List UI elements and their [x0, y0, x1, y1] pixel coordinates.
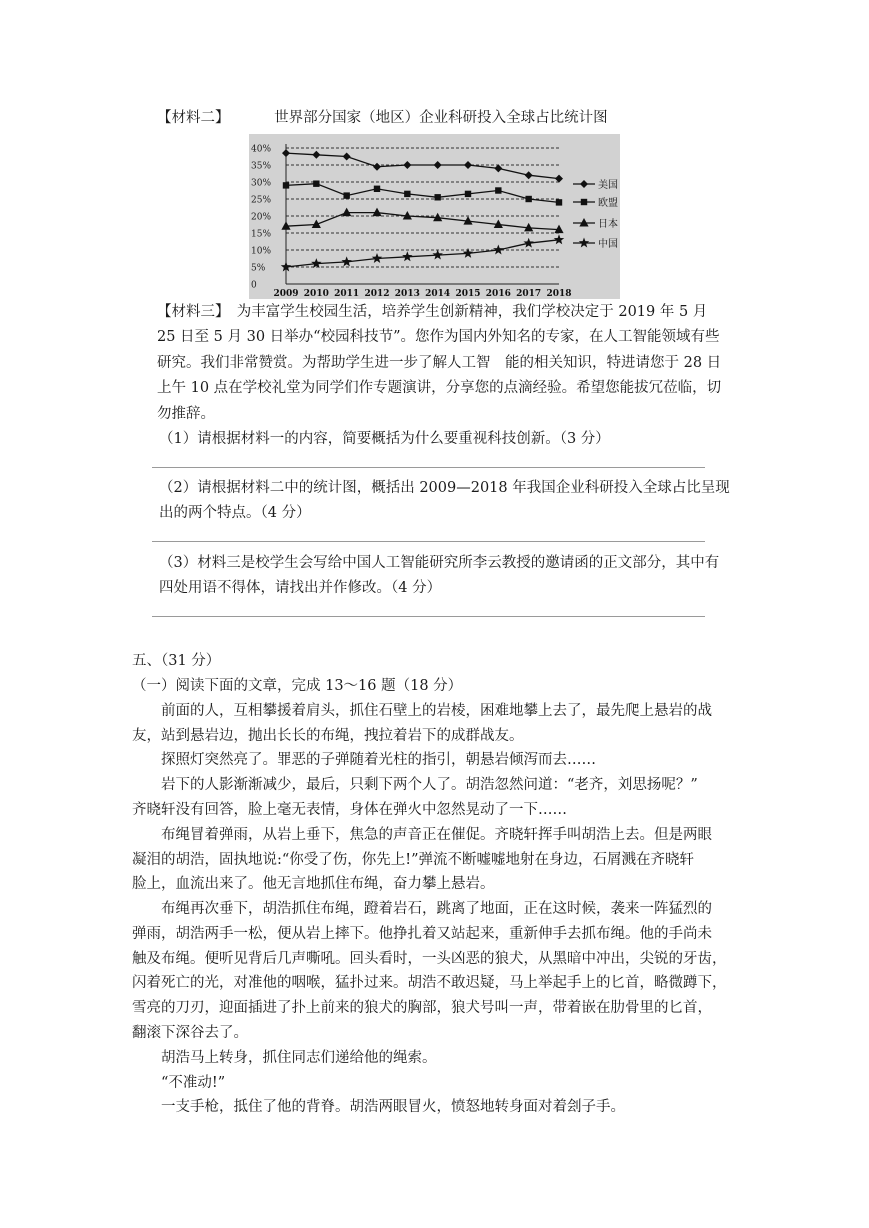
y-tick-label: 15%: [251, 229, 272, 240]
data-point: [525, 196, 531, 202]
legend-label: 日本: [598, 219, 618, 230]
y-tick-label: 25%: [251, 195, 272, 206]
question-2-line: （2）请根据材料二中的统计图，概括出 2009—2018 年我国企业科研投入全球占比呈现: [159, 480, 730, 496]
article-line: 触及布绳。便听见背后几声嘶吼。回头看时，一头凶恶的狼犬，从黑暗中冲出，尖锐的牙齿，: [132, 951, 727, 967]
material2-title-row: [157, 108, 608, 128]
data-point: [313, 181, 319, 187]
data-point: [343, 192, 349, 198]
y-tick-label: 20%: [251, 212, 272, 223]
article-line: 一支手枪，抵住了他的背脊。胡浩两眼冒火，愤怒地转身面对着刽子手。: [161, 1099, 625, 1115]
article-line: 齐晓轩没有回答，脸上毫无表情，身体在弹火中忽然晃动了一下……: [132, 802, 567, 818]
answer-line-3[interactable]: [152, 616, 705, 617]
data-point: [464, 161, 472, 169]
data-point: [495, 187, 501, 193]
legend-marker: [581, 199, 587, 205]
x-tick-label: 2010: [303, 289, 329, 299]
y-tick-label: 35%: [251, 161, 272, 172]
x-tick-label: 2016: [485, 289, 511, 299]
chart-caption: 世界部分国家（地区）企业科研投入全球占比统计图: [274, 110, 608, 126]
data-point: [373, 163, 381, 171]
question-2-line: 出的两个特点。（4 分）: [159, 505, 311, 521]
data-point: [342, 208, 351, 217]
article-line: 弹雨，胡浩两手一松，便从岩上摔下。他挣扎着又站起来，重新伸手去抓布绳。他的手尚未: [132, 926, 712, 942]
legend-label: 中国: [598, 239, 618, 250]
series-line: [286, 184, 559, 203]
series-line: [286, 240, 559, 267]
x-tick-label: 2011: [334, 289, 360, 299]
legend-marker: [579, 218, 588, 227]
material3-line: 上午 10 点在学校礼堂为同学们作专题演讲，分享您的点滴经验。希望您能拔冗莅临，切: [157, 380, 722, 396]
legend-marker: [579, 238, 589, 248]
data-point: [554, 234, 564, 244]
material2-tag: 【材料二】: [157, 110, 230, 126]
data-point: [374, 186, 380, 192]
article-line: “不准动!”: [161, 1075, 226, 1091]
x-tick-label: 2015: [455, 289, 481, 299]
line-chart: [249, 134, 620, 299]
data-point: [465, 191, 471, 197]
article-line: 胡浩马上转身，抓住同志们递给他的绳索。: [161, 1050, 437, 1066]
legend-label: 欧盟: [598, 198, 618, 209]
data-point: [555, 175, 563, 183]
data-point: [372, 253, 382, 263]
article-line: 布绳再次垂下，胡浩抓住布绳，蹬着岩石，跳离了地面，正在这时候，袭来一阵猛烈的: [161, 901, 712, 917]
series-line: [286, 153, 559, 179]
data-point: [523, 238, 533, 248]
section-heading: 五、（31 分）: [132, 653, 221, 669]
data-point: [556, 199, 562, 205]
data-point: [432, 250, 442, 260]
data-point: [282, 149, 290, 157]
data-point: [404, 191, 410, 197]
article-line: 布绳冒着弹雨，从岩上垂下，焦急的声音正在催促。齐晓轩挥手叫胡浩上去。但是两眼: [161, 827, 712, 843]
data-point: [434, 194, 440, 200]
x-tick-label: 2014: [425, 289, 451, 299]
article-line: 翻滚下深谷去了。: [132, 1025, 248, 1041]
data-point: [403, 161, 411, 169]
legend-marker: [580, 180, 588, 188]
article-line: 凝泪的胡浩，固执地说:“你受了伤，你先上!”弹流不断嘘嘘地射在身边，石屑溅在齐晓轩: [132, 852, 695, 868]
data-point: [341, 256, 351, 266]
section-subheading: （一）阅读下面的文章，完成 13～16 题（18 分）: [132, 678, 463, 694]
data-point: [494, 164, 502, 172]
series-line: [286, 213, 559, 230]
question-1: （1）请根据材料一的内容，简要概括为什么要重视科技创新。（3 分）: [159, 431, 610, 447]
article-line: 友，站到悬岩边，抛出长长的布绳，拽拉着岩下的成群战友。: [132, 728, 524, 744]
chart-container: [249, 134, 620, 299]
data-point: [525, 171, 533, 179]
data-point: [493, 245, 503, 255]
article-line: 闪着死亡的光，对准他的咽喉，猛扑过来。胡浩不敢迟疑，马上举起手上的匕首，略微蹲下，: [132, 975, 727, 991]
question-3-line: 四处用语不得体，请找出并作修改。（4 分）: [159, 580, 442, 596]
data-point: [463, 248, 473, 258]
article-line: 岩下的人影渐渐减少，最后，只剩下两个人了。胡浩忽然问道：“老齐，刘思扬呢？”: [161, 777, 698, 793]
x-tick-label: 2018: [546, 289, 572, 299]
data-point: [312, 151, 320, 159]
article-line: 前面的人，互相攀援着肩头，抓住石壁上的岩棱，困难地攀上去了，最先爬上悬岩的战: [161, 703, 712, 719]
data-point: [372, 208, 381, 217]
article-line: 雪亮的刀刃，迎面插进了扑上前来的狼犬的胸部，狼犬号叫一声，带着嵌在肋骨里的匕首，: [132, 1000, 712, 1016]
x-tick-label: 2009: [273, 289, 299, 299]
data-point: [283, 182, 289, 188]
material3-line: 勿推辞。: [157, 406, 215, 422]
material3-line: 25 日至 5 月 30 日举办“校园科技节”。您作为国内外知名的专家，在人工智能领域有些: [157, 329, 720, 345]
answer-line-1[interactable]: [152, 467, 705, 468]
x-tick-label: 2017: [516, 289, 542, 299]
legend-label: 美国: [598, 180, 618, 191]
question-3-line: （3）材料三是校学生会写给中国人工智能研究所李云教授的邀请函的正文部分，其中有: [159, 555, 720, 571]
y-tick-label: 40%: [251, 144, 272, 155]
y-tick-label: 5%: [251, 263, 266, 274]
data-point: [434, 161, 442, 169]
data-point: [343, 153, 351, 161]
answer-line-2[interactable]: [152, 541, 705, 542]
x-tick-label: 2012: [364, 289, 390, 299]
article-line: 脸上，血流出来了。他无言地抓住布绳，奋力攀上悬岩。: [132, 876, 495, 892]
material3-line: 【材料三】 为丰富学生校园生活，培养学生创新精神，我们学校决定于 2019 年 5 月: [157, 304, 708, 320]
article-line: 探照灯突然亮了。罪恶的子弹随着光柱的指引，朝悬岩倾泻而去……: [161, 752, 596, 768]
y-tick-label: 0: [251, 280, 257, 291]
y-tick-label: 10%: [251, 246, 272, 257]
material3-line: 研究。我们非常赞赏。为帮助学生进一步了解人工智 能的相关知识，特进请您于 28 日: [157, 355, 722, 371]
x-tick-label: 2013: [394, 289, 420, 299]
data-point: [402, 251, 412, 261]
y-tick-label: 30%: [251, 178, 272, 189]
